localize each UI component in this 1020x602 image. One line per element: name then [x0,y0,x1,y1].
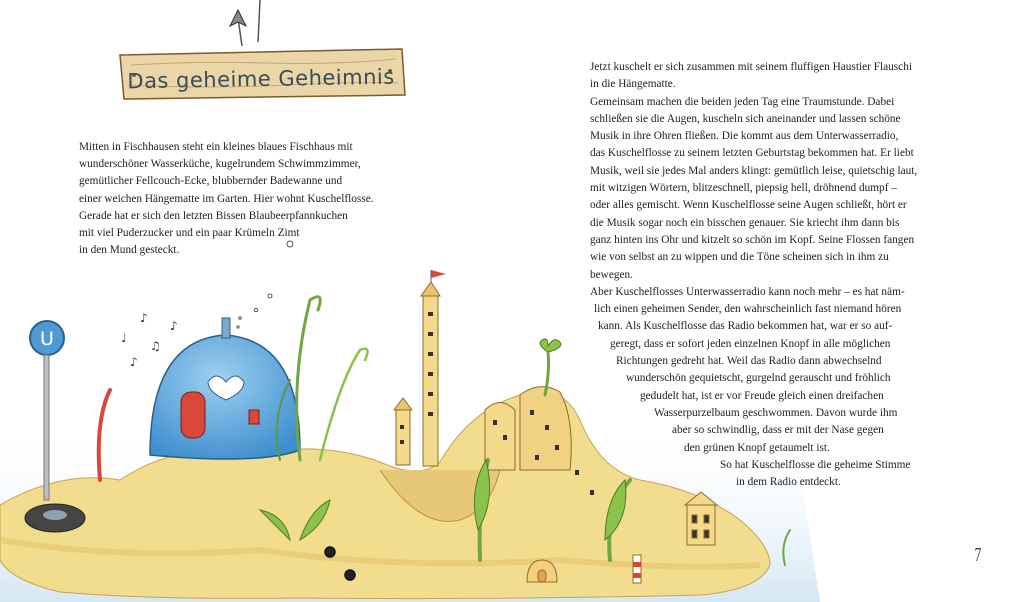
text-line: Richtungen gedreht hat. Weil das Radio dann abwechselnd [616,355,882,368]
arrow-icon [222,0,282,48]
text-line: den grünen Knopf getaumelt ist. [684,441,830,454]
text-line: in dem Radio entdeckt. [736,476,841,489]
text-line: wunderschön gequietscht, gurgelnd gerauscht und fröhlich [626,372,891,385]
text-line: Jetzt kuschelt er sich zusammen mit seinem fluffigen Haustier Flauschi [590,61,912,73]
page-number: 7 [974,544,982,566]
svg-text:♪: ♪ [170,319,178,333]
page-title: Das geheime Geheimnis [127,64,395,94]
svg-text:♪: ♪ [140,311,148,325]
text-line: lich einen geheimen Sender, den wahrscheinlich fast niemand hören [594,303,902,316]
text-line: das Kuschelflosse zu seinem letzten Geburtstag bekommen hat. Er liebt [590,147,914,160]
text-line: bewegen. [590,268,633,281]
story-paragraph [590,59,960,491]
music-notes [121,311,178,369]
text-line: Musik in ihre Ohren fließen. Die kommt aus dem Unterwasserradio, [590,130,899,143]
tall-tower [423,296,438,466]
text-line: So hat Kuschelflosse die geheime Stimme [720,458,911,471]
text-line: Wasserpurzelbaum geschwommen. Davon wurde ihm [654,406,898,419]
text-line: wie von selbst an zu wippen und die Töne scheinen sich in ihm zu [590,251,889,264]
svg-text:♫: ♫ [150,339,161,353]
text-line: Gemeinsam machen die beiden jeden Tag eine Traumstunde. Dabei [590,95,895,108]
text-line: einer weichen Hängematte im Garten. Hier wohnt Kuschelflosse. [79,192,374,205]
text-line: wunderschöner Wasserküche, kugelrundem Schwimmzimmer, [79,158,361,171]
text-line: Mitten in Fischhausen steht ein kleines blaues Fischhaus mit [79,141,353,153]
text-line: gedudelt hat, ist er vor Freude gleich einen dreifachen [640,389,884,402]
text-line: schließen sie die Augen, kuscheln sich aneinander und lassen schöne [590,112,901,125]
text-line: aber so schwindlig, dass er mit der Nase gegen [672,424,884,437]
text-line: Aber Kuschelflosses Unterwasserradio kann noch mehr – es hat näm- [590,285,905,298]
svg-text:♪: ♪ [130,355,138,369]
text-line: in die Hängematte. [590,78,676,91]
title-sign [116,45,406,101]
svg-text:U: U [40,328,54,350]
text-line: mit witzigen Wörtern, blitzeschnell, piepsig hell, dröhnend dumpf – [590,182,897,195]
text-line: ganz hinten ins Ohr und kitzelt so schön im Kopf. Seine Flossen fangen [590,233,915,246]
text-line: Gerade hat er sich den letzten Bissen Blaubeerpfannkuchen [79,209,348,222]
text-line: oder alles gemischt. Wenn Kuschelflosse seine Augen schließt, hört er [590,199,907,212]
text-line: gemütlicher Fellcouch-Ecke, blubbernder Badewanne und [79,175,343,188]
text-line: Musik, weil sie jedes Mal anders klingt: gemütlich leise, quietschig laut, [590,164,918,177]
text-line: in den Mund gesteckt. [79,244,180,257]
intro-paragraph [79,139,424,259]
text-line: kann. Als Kuschelflosse das Radio bekommen hat, war er so auf- [598,320,893,333]
svg-text:♩: ♩ [121,331,127,345]
text-line: mit viel Puderzucker und ein paar Krümeln Zimt [79,227,300,240]
text-line: geregt, dass er sofort jeden einzelnen Knopf in alle möglichen [610,337,891,350]
text-line: die Musik sogar noch ein bisschen genauer. Sie kriecht ihm dann bis [590,216,900,229]
